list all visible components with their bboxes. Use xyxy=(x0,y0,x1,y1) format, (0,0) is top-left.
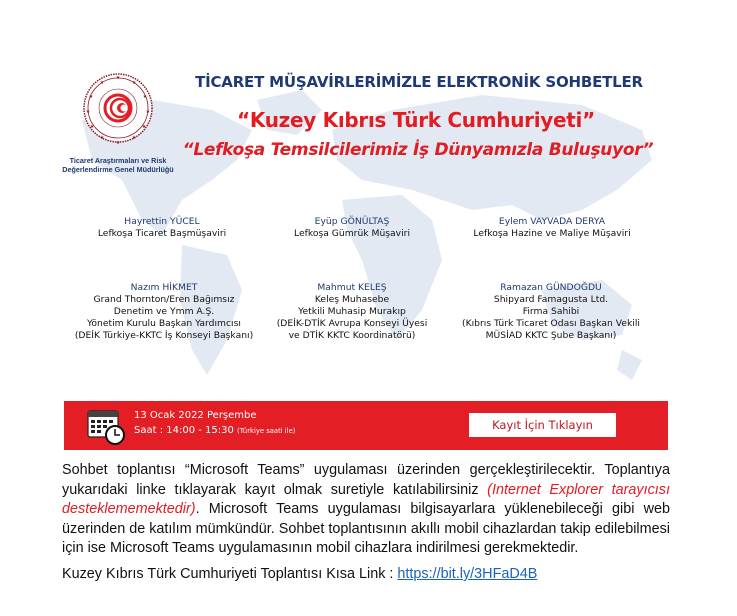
speaker-role: MÜSİAD KKTC Şube Başkanı) xyxy=(485,330,617,341)
logo-caption xyxy=(62,156,174,174)
speaker-role: Lefkoşa Gümrük Müşaviri xyxy=(293,228,410,239)
speaker-role: Keleş Muhasebe xyxy=(314,294,390,305)
event-date: 13 Ocak 2022 Perşembe xyxy=(134,410,257,421)
speaker-role: (DEİK Türkiye-KKTC İş Konseyi Başkanı) xyxy=(74,330,254,341)
speaker-role: Firma Sahibi xyxy=(522,306,580,317)
speaker-card xyxy=(66,282,262,342)
short-link-line xyxy=(62,566,537,582)
svg-text:★: ★ xyxy=(115,140,121,146)
event-time-value: Saat : 14:00 - 15:30 xyxy=(134,425,234,436)
svg-text:★: ★ xyxy=(88,94,94,100)
speaker-role: Lefkoşa Hazine ve Maliye Müşaviri xyxy=(473,228,631,239)
register-button[interactable]: Kayıt İçin Tıklayın xyxy=(469,413,616,437)
speaker-role: Yönetim Kurulu Başkan Yardımcısı xyxy=(87,318,241,329)
ministry-seal-logo xyxy=(82,68,154,156)
speaker-role: Yetkili Muhasip Murakıp xyxy=(298,306,406,317)
svg-text:★: ★ xyxy=(131,80,137,86)
poster-tagline: “Lefkoşa Temsilcilerimiz İş Dünyamızla Buluşuyor” xyxy=(182,140,654,160)
speaker-name: Eylem VAYVADA DERYA xyxy=(498,216,606,227)
logo-caption-line: Değerlendirme Genel Müdürlüğü xyxy=(62,165,174,174)
speaker-role: Grand Thornton/Eren Bağımsız xyxy=(93,294,235,305)
description-text: Sohbet toplantısı “Microsoft Teams” uygulaması üzerinden gerçekleştirilecektir. Toplantıya yukarıdaki linke tıklayarak kayıt olmak suretiyle katılabilirsiniz xyxy=(62,462,670,498)
speaker-name: Eyüp GÖNÜLTAŞ xyxy=(314,216,390,227)
speaker-name: Hayrettin YÜCEL xyxy=(124,216,200,227)
event-description xyxy=(62,461,670,559)
event-time-note: (Türkiye saati ile) xyxy=(237,427,296,435)
speaker-card xyxy=(272,282,432,342)
svg-text:★: ★ xyxy=(142,94,148,100)
svg-text:★: ★ xyxy=(85,109,91,115)
description-text: . Microsoft Teams uygulaması bilgisayarlara yüklenebileceği gibi web üzerinden de katılım mümkündür. Sohbet toplantısının akıllı mobil cihazlardan takip edilebilmesi için ise Microsoft Teams uygulamasının mobil cihazlara indirilmesi gerekmektedir. xyxy=(62,501,670,556)
speaker-role: (DEİK-DTİK Avrupa Konseyi Üyesi xyxy=(276,318,428,329)
speaker-role: Denetim ve Ymm A.Ş. xyxy=(113,306,215,317)
svg-text:★: ★ xyxy=(145,109,151,115)
speaker-role: (Kıbrıs Türk Ticaret Odası Başkan Vekili xyxy=(462,318,640,329)
event-date-banner xyxy=(64,401,668,450)
poster-title: TİCARET MÜŞAVİRLERİMİZLE ELEKTRONİK SOHBETLER xyxy=(195,73,643,91)
speaker-card xyxy=(282,216,422,240)
speaker-role: Shipyard Famagusta Ltd. xyxy=(493,294,609,305)
svg-text:★: ★ xyxy=(99,135,105,141)
speaker-role: Lefkoşa Ticaret Başmüşaviri xyxy=(97,228,227,239)
svg-text:★: ★ xyxy=(99,80,105,86)
speaker-card xyxy=(456,282,646,342)
event-time xyxy=(134,425,295,436)
svg-text:★: ★ xyxy=(131,135,137,141)
speaker-name: Mahmut KELEŞ xyxy=(317,282,387,293)
short-link[interactable]: https://bit.ly/3HFaD4B xyxy=(397,566,538,582)
svg-text:★: ★ xyxy=(141,124,147,130)
browser-warning: (Internet Explorer tarayıcısı desteklememektedir) xyxy=(62,481,671,517)
poster-subtitle: “Kuzey Kıbrıs Türk Cumhuriyeti” xyxy=(237,108,595,132)
svg-text:★: ★ xyxy=(115,75,121,81)
speaker-card xyxy=(92,216,232,240)
speaker-card xyxy=(462,216,642,240)
calendar-clock-icon xyxy=(86,408,126,446)
short-link-label: Kuzey Kıbrıs Türk Cumhuriyeti Toplantısı Kısa Link : xyxy=(62,566,398,582)
event-poster xyxy=(62,60,670,452)
speaker-name: Ramazan GÜNDOĞDU xyxy=(500,282,602,293)
speaker-name: Nazım HİKMET xyxy=(130,282,198,293)
logo-caption-line: Ticaret Araştırmaları ve Risk xyxy=(69,156,167,165)
svg-text:★: ★ xyxy=(89,124,95,130)
speaker-role: ve DTİK KKTC Koordinatörü) xyxy=(288,330,416,341)
